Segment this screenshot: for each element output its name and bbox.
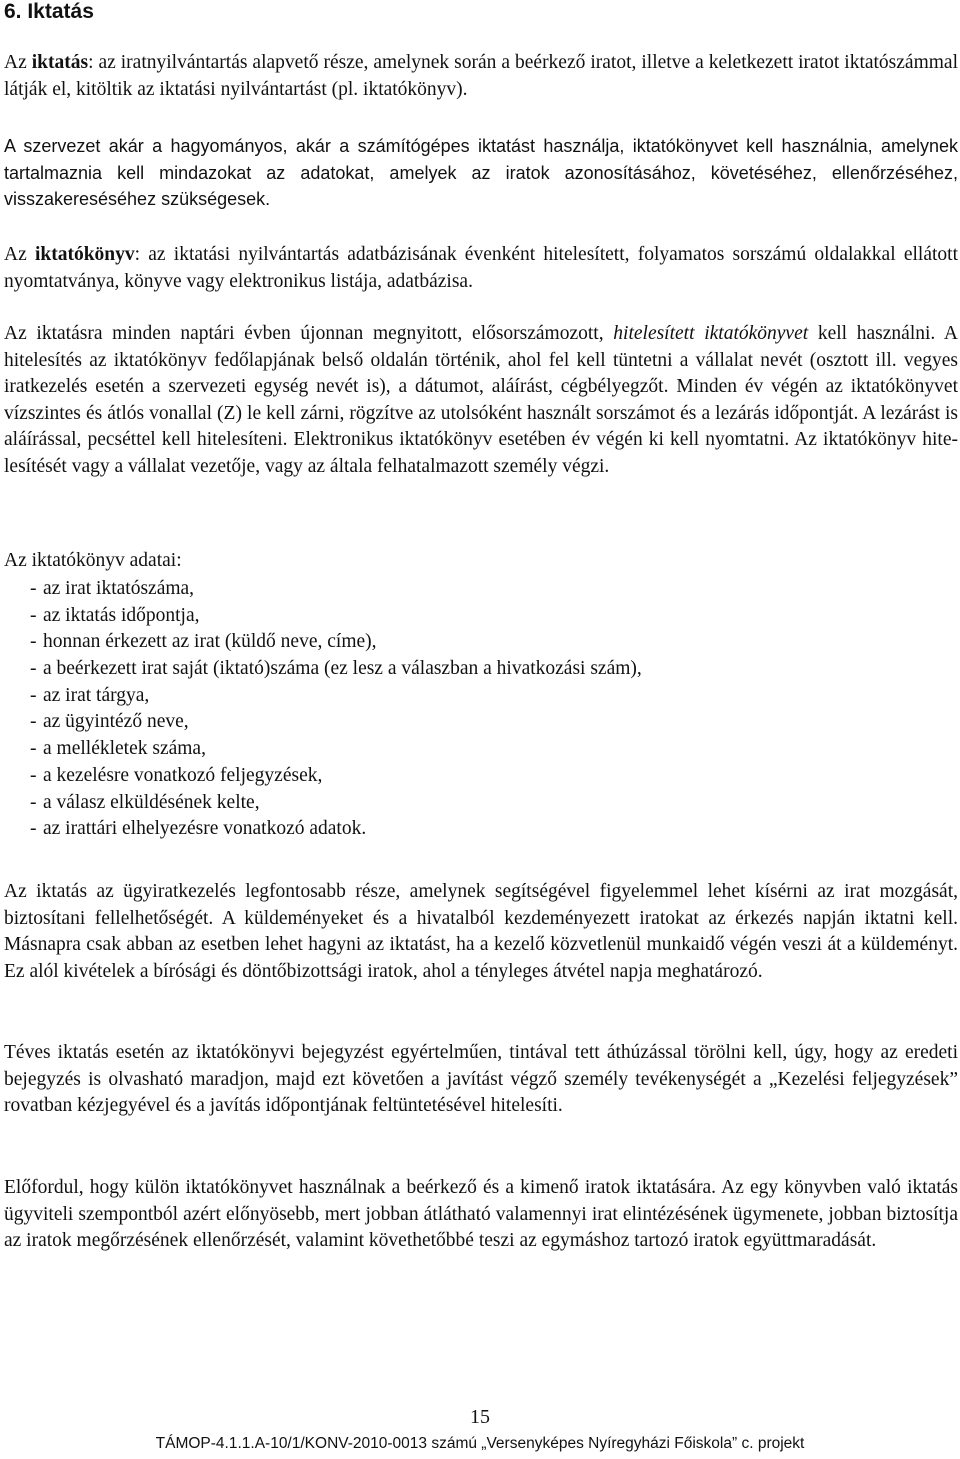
list-dash: - (30, 764, 37, 786)
paragraph-text: : az iktatási nyilvántartás adatbázisának évenként hitelesített, folyamatos sorszámú oldalakkal ellátott nyomtatványa, könyve vagy elektronikus listája, adatbázisa. (4, 244, 958, 292)
list-item-text: a kezelésre vonatkozó feljegyzések, (43, 764, 323, 786)
page-footer: TÁMOP-4.1.1.A-10/1/KONV-2010-0013 számú „Versenyképes Nyíregyházi Főiskola” c. projekt (155, 1435, 805, 1452)
list-item-text: az irat iktatószáma, (43, 578, 195, 599)
list-dash: - (30, 578, 37, 599)
paragraph-teves-iktatas: Téves iktatás esetén az iktatókönyvi bejegyzést egyértelműen, tintával tett áthúzással törölni kell, úgy, hogy az eredeti bejegyzés is olvasható maradjon, majd ezt követően a javítást végző személy tevékenységét a „Kezelési feljegyzések” rovatban kézjegyével és a javítás időpontjának feltüntetésével hitelesíti. (4, 1042, 958, 1116)
list-dash: - (30, 658, 37, 680)
list-item (4, 736, 642, 763)
paragraph-iktatokonyv-requirement: A szervezet akár a hagyományos, akár a számítógépes iktatást használja, iktatókönyvet kell használnia, amelynek tartalmaznia kell mindazokat az adatokat, amelyek az iratok azonosításához, követéséhez, ellenőrzéséhez, visszakereséséhez szükségesek. (4, 136, 958, 209)
list-dash: - (30, 604, 37, 626)
iktatokonyv-data-list (4, 576, 642, 843)
list-dash: - (30, 738, 37, 760)
list-item-text: a válasz elküldésének kelte, (43, 791, 260, 813)
list-item (4, 763, 642, 790)
section-heading: 6. Iktatás (4, 0, 94, 23)
list-item (4, 603, 642, 630)
list-item (4, 790, 642, 817)
paragraph-kulon-iktatokonyv: Előfordul, hogy külön iktatókönyvet használnak a beérkező és a kimenő iratok iktatására. Az egy könyvben való iktatás ügyviteli szempontból azért előnyösebb, mert jobban átlátható valamennyi irat elintézésének ügymenete, jobban biztosítja az iratok megőrzésének ellenőrzését, valamint követhetőbbé teszi az egymáshoz tartozó iratok együttmaradását. (4, 1177, 958, 1251)
list-item-text: a beérkezett irat saját (iktató)száma (ez lesz a válaszban a hivatkozási szám), (43, 658, 642, 680)
paragraph-text: Az iktatásra minden naptári évben újonnan megnyitott, elősorszámozott, (4, 323, 614, 344)
list-item-text: az iktatás időpontja, (43, 604, 200, 626)
list-dash: - (30, 791, 37, 813)
list-item (4, 656, 642, 683)
list-item-text: az irattári elhelyezésre vonatkozó adatok. (43, 818, 367, 840)
paragraph-iktatas-definition (4, 50, 958, 103)
paragraph-text: Az (4, 52, 32, 73)
paragraph-iktatas-importance: Az iktatás az ügyiratkezelés legfontosabb része, amelynek segítségével figyelemmel lehet kísérni az irat mozgását, biztosítani fellelhetőségét. A küldeményeket és a hivatalból kezdeményezett iratokat az érkezés napján iktatni kell. Másnapra csak abban az esetben lehet hagyni az iktatást, ha a kezelő közvetlenül munkaidő végén veszi át a küldeményt. Ez alól kivételek a bírósági és döntőbizottsági iratok, ahol a tényleges átvétel napja meghatározó. (4, 881, 958, 982)
list-dash: - (30, 711, 37, 733)
list-dash: - (30, 684, 37, 706)
paragraph-iktatokonyv-definition (4, 242, 958, 295)
paragraph-text: kell használni. A hitelesítés az iktatókönyv fedőlapjának belső oldalán történik, ahol fel kell tüntetni a vállalat nevét (osztott ill. vegyes iratkezelés esetén a szervezeti egység nevét is), a dátumot, aláírást, cégbélyegzőt. Minden év végén az iktatókönyvet vízszintes és átlós vonallal (Z) le kell zárni, rögzítve az utolsóként használt sorszámot és a lezárás időpontját. A lezárást is aláírással, pecséttel kell hitelesíteni. Elektronikus iktatókönyv esetében év végén ki kell nyomtatni. Az iktatókönyv hitelesítését vagy a vállalat vezetője, vagy az általa felhatalmazott személy végzi. (4, 323, 958, 477)
list-item-text: a mellékletek száma, (43, 738, 206, 760)
list-item (4, 709, 642, 736)
list-item (4, 816, 642, 843)
paragraph-hitelesites (4, 321, 958, 480)
list-item (4, 576, 642, 603)
list-dash: - (30, 818, 37, 840)
emphasized-term: hitelesített iktatókönyvet (613, 323, 809, 344)
list-item-text: honnan érkezett az irat (küldő neve, címe), (43, 631, 377, 653)
list-title: Az iktatókönyv adatai: (4, 550, 182, 571)
list-dash: - (30, 631, 37, 653)
defined-term: iktatókönyv (34, 244, 135, 265)
defined-term: iktatás (31, 52, 89, 73)
paragraph-text: : az iratnyilvántartás alapvető része, amelynek során a beérkező iratot, illetve a keletkezett iratot iktatószámmal látják el, kitöltik az iktatási nyilvántartást (pl. iktatókönyv). (4, 52, 958, 100)
list-item-text: az ügyintéző neve, (43, 711, 189, 733)
paragraph-text: Az (4, 244, 35, 265)
list-item (4, 683, 642, 710)
list-item (4, 629, 642, 656)
list-item-text: az irat tárgya, (43, 684, 150, 706)
page-number: 15 (470, 1406, 490, 1428)
